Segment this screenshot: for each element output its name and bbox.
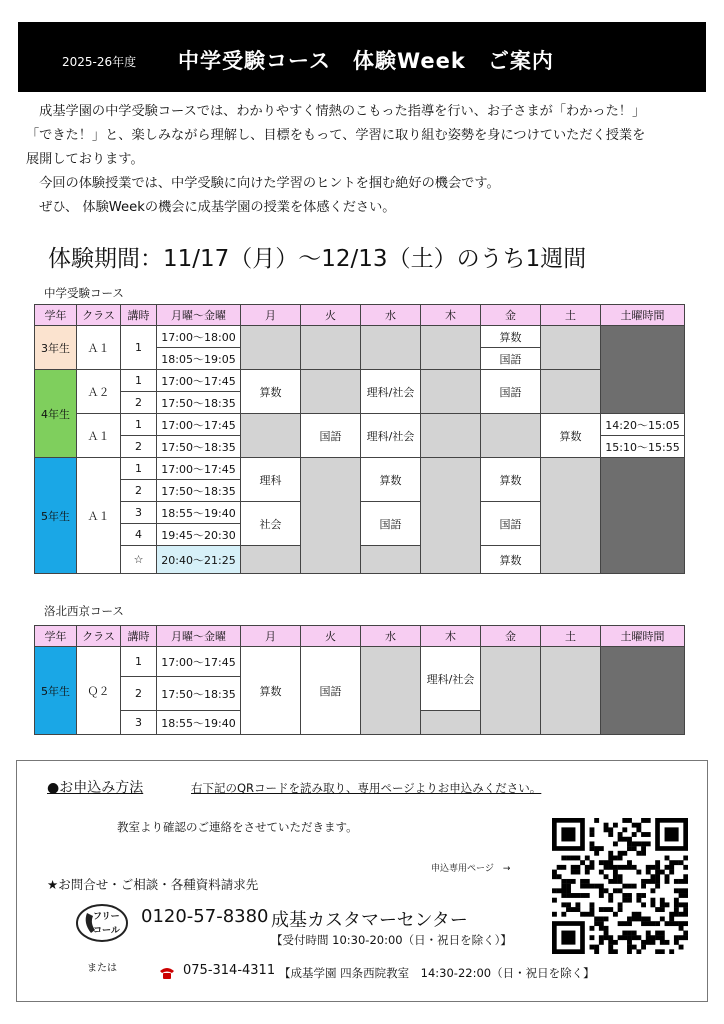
qr-label: 申込専用ページ → [431, 864, 511, 874]
course1-label: 中学受験コース [44, 286, 124, 300]
sat-time-cell: 15:10～15:55 [601, 436, 685, 458]
empty-cell [301, 326, 361, 370]
trial-period: 体験期間：11/17（月）～12/13（土）のうち1週間 [48, 246, 587, 272]
course2-schedule-table [34, 625, 685, 735]
time-cell: 17:00～17:45 [157, 414, 241, 436]
table-row [35, 647, 685, 677]
header-wed: 水 [361, 305, 421, 326]
subject-cell: 理科/社会 [361, 370, 421, 414]
table-row [35, 458, 685, 480]
time-cell: 18:05～19:05 [157, 348, 241, 370]
empty-cell [421, 326, 481, 370]
time-cell: 17:50～18:35 [157, 436, 241, 458]
period-cell: 3 [121, 502, 157, 524]
intro-line: 成基学園の中学受験コースでは、わかりやすく情熱のこもった指導を行い、お子さまが「わかった！」 [26, 104, 646, 119]
subject-cell: 算数 [241, 647, 301, 735]
contact-heading: ★お問合せ・ご相談・各種資料請求先 [47, 877, 259, 892]
time-cell: 17:00～17:45 [157, 370, 241, 392]
empty-cell [301, 458, 361, 574]
header-weekday-time: 月曜～金曜 [157, 305, 241, 326]
subject-cell: 理科 [241, 458, 301, 502]
subject-cell: 算数 [481, 326, 541, 348]
intro-line: 展開しております。 [26, 152, 144, 167]
table-header-row [35, 626, 685, 647]
period-cell: 1 [121, 647, 157, 677]
period-cell: 1 [121, 370, 157, 392]
subject-cell: 算数 [541, 414, 601, 458]
intro-line: 「できた！」と、楽しみながら理解し、目標をもって、学習に取り組む姿勢を身につけていただく授業を [26, 128, 646, 143]
header-tue: 火 [301, 305, 361, 326]
subject-cell: 国語 [301, 414, 361, 458]
tel-detail: 【成基学園 四条西院教室 14:30-22:00（日・祝日を除く】 [279, 966, 595, 980]
center-name: 成基カスタマーセンター [271, 910, 468, 931]
header-weekday-time: 月曜～金曜 [157, 626, 241, 647]
subject-cell: 国語 [481, 502, 541, 546]
confirm-text: 教室より確認のご連絡をさせていただきます。 [117, 820, 358, 834]
class-cell: Ａ１ [77, 458, 121, 574]
empty-cell [481, 647, 541, 735]
time-cell: 17:50～18:35 [157, 480, 241, 502]
period-cell: 4 [121, 524, 157, 546]
header-sat-time: 土曜時間 [601, 305, 685, 326]
period-cell: 2 [121, 677, 157, 711]
header-fri: 金 [481, 305, 541, 326]
period-cell: 2 [121, 436, 157, 458]
table-header-row [35, 305, 685, 326]
empty-cell [361, 326, 421, 370]
time-cell: 18:55～19:40 [157, 502, 241, 524]
subject-cell: 算数 [481, 458, 541, 502]
empty-cell [421, 370, 481, 414]
header-thu: 木 [421, 626, 481, 647]
empty-cell [241, 326, 301, 370]
header-period: 講時 [121, 305, 157, 326]
empty-cell [601, 326, 685, 414]
time-cell: 17:50～18:35 [157, 677, 241, 711]
subject-cell: 国語 [481, 348, 541, 370]
intro-line: ぜひ、 体験Weekの機会に成基学園の授業を体感ください。 [26, 200, 396, 215]
subject-cell: 国語 [361, 502, 421, 546]
subject-cell: 社会 [241, 502, 301, 546]
period-cell: 2 [121, 392, 157, 414]
header-fri: 金 [481, 626, 541, 647]
table-row [35, 414, 685, 436]
subject-cell: 算数 [481, 546, 541, 574]
empty-cell [541, 370, 601, 414]
header-sat-time: 土曜時間 [601, 626, 685, 647]
page-title: 中学受験コース 体験Week ご案内 [178, 49, 554, 73]
intro-text [26, 100, 716, 220]
empty-cell [241, 546, 301, 574]
freecall-text: フリー [93, 912, 120, 922]
freecall-text: コール [93, 926, 120, 936]
table-row [35, 370, 685, 392]
empty-cell [241, 414, 301, 458]
time-cell: 17:00～17:45 [157, 458, 241, 480]
school-year: 2025-26年度 [62, 55, 137, 69]
class-cell: Ｑ２ [77, 647, 121, 735]
qr-code-icon[interactable] [552, 818, 688, 954]
subject-cell: 算数 [361, 458, 421, 502]
empty-cell [601, 458, 685, 574]
grade-cell: 5年生 [35, 458, 77, 574]
header-grade: 学年 [35, 626, 77, 647]
empty-cell [301, 370, 361, 414]
empty-cell [421, 414, 481, 458]
subject-cell: 理科/社会 [361, 414, 421, 458]
header-mon: 月 [241, 305, 301, 326]
time-cell: 20:40～21:25 [157, 546, 241, 574]
grade-cell: 3年生 [35, 326, 77, 370]
empty-cell [541, 458, 601, 574]
empty-cell [361, 546, 421, 574]
tel-number: 075-314-4311 [183, 963, 276, 978]
time-cell: 19:45～20:30 [157, 524, 241, 546]
period-cell: ☆ [121, 546, 157, 574]
course2-label: 洛北西京コース [44, 604, 124, 618]
period-cell: 2 [121, 480, 157, 502]
sat-time-cell: 14:20～15:05 [601, 414, 685, 436]
header-tue: 火 [301, 626, 361, 647]
empty-cell [481, 414, 541, 458]
header-wed: 水 [361, 626, 421, 647]
apply-heading: ●お申込み方法 [47, 780, 144, 796]
subject-cell: 国語 [301, 647, 361, 735]
header-class: クラス [77, 626, 121, 647]
header-period: 講時 [121, 626, 157, 647]
subject-cell: 算数 [241, 370, 301, 414]
header-grade: 学年 [35, 305, 77, 326]
grade-cell: 4年生 [35, 370, 77, 458]
header-mon: 月 [241, 626, 301, 647]
header-sat: 土 [541, 626, 601, 647]
time-cell: 18:55～19:40 [157, 711, 241, 735]
period-cell: 1 [121, 458, 157, 480]
header-thu: 木 [421, 305, 481, 326]
subject-cell: 国語 [481, 370, 541, 414]
title-banner [18, 22, 706, 92]
telephone-icon [159, 965, 175, 979]
reception-hours: 【受付時間 10:30-20:00（日・祝日を除く）】 [271, 933, 512, 947]
empty-cell [541, 647, 601, 735]
header-sat: 土 [541, 305, 601, 326]
empty-cell [601, 647, 685, 735]
class-cell: Ａ１ [77, 326, 121, 370]
period-cell: 1 [121, 326, 157, 370]
empty-cell [421, 458, 481, 574]
header-class: クラス [77, 305, 121, 326]
time-cell: 17:00～17:45 [157, 647, 241, 677]
or-text: または [87, 963, 117, 974]
apply-instruction: 右下記のQRコードを読み取り、専用ページよりお申込みください。 [191, 781, 542, 795]
class-cell: Ａ１ [77, 414, 121, 458]
time-cell: 17:00～18:00 [157, 326, 241, 348]
empty-cell [361, 647, 421, 735]
empty-cell [541, 326, 601, 370]
period-cell: 3 [121, 711, 157, 735]
intro-line: 今回の体験授業では、中学受験に向けた学習のヒントを掴む絶好の機会です。 [26, 176, 500, 191]
freecall-number: 0120-57-8380 [141, 906, 269, 927]
course1-schedule-table [34, 304, 685, 574]
grade-cell: 5年生 [35, 647, 77, 735]
time-cell: 17:50～18:35 [157, 392, 241, 414]
subject-cell: 理科/社会 [421, 647, 481, 711]
class-cell: Ａ２ [77, 370, 121, 414]
table-row [35, 326, 685, 348]
freecall-icon [75, 903, 129, 943]
empty-cell [421, 711, 481, 735]
period-cell: 1 [121, 414, 157, 436]
